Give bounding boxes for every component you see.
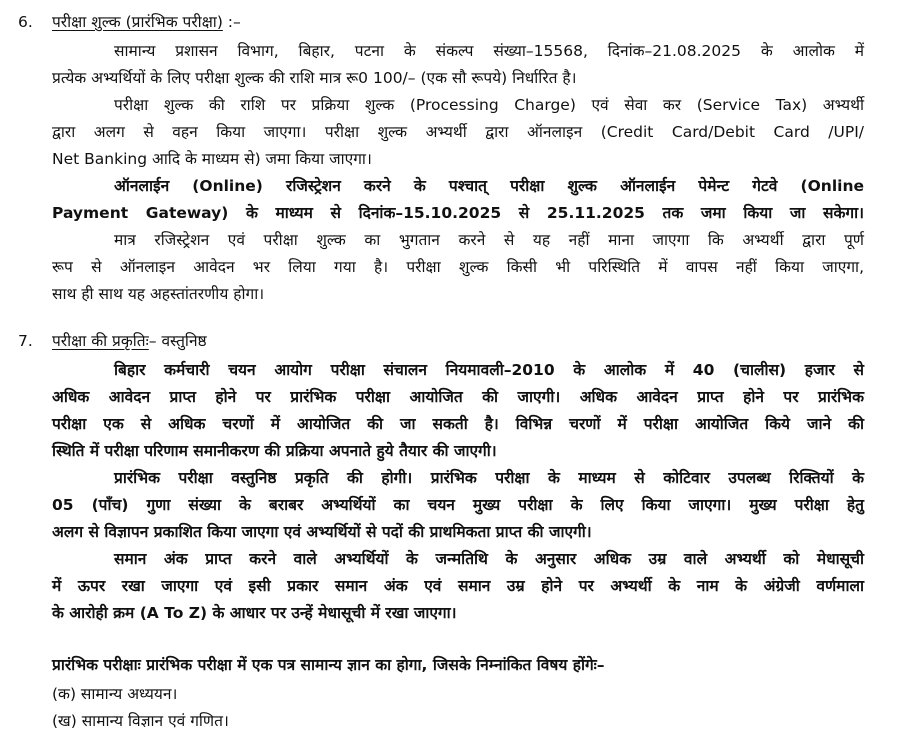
paragraph-line: प्रारंभिक परीक्षा वस्तुनिष्ठ प्रकृति की होगी। प्रारंभिक परीक्षा के माध्यम से कोटिवार उपलब्ध रिक्तियों के	[114, 469, 864, 487]
paragraph-line: Net Banking आदि के माध्यम से) जमा किया जाएगा।	[52, 150, 372, 168]
section-7-heading	[52, 330, 207, 352]
section-7-title-suffix: – वस्तुनिष्ठ	[148, 332, 207, 350]
paragraph-line: द्वारा अलग से वहन किया जाएगा। परीक्षा शुल्क अभ्यर्थी द्वारा ऑनलाइन (Credit Card/Debit Card /UPI/	[52, 123, 864, 141]
section-7-title: परीक्षा की प्रकृतिः	[52, 332, 149, 350]
section-6-number: 6.	[18, 13, 33, 31]
paragraph-line-bold: Payment Gateway) के माध्यम से दिनांक–15.10.2025 से 25.11.2025 तक जमा किया जा सकेगा।	[52, 204, 864, 222]
paragraph-line: परीक्षा शुल्क की राशि पर प्रक्रिया शुल्क (Processing Charge) एवं सेवा कर (Service Tax) अभ्यर्थी	[114, 96, 864, 114]
section-6-title-suffix: :–	[222, 13, 241, 31]
paragraph-line: साथ ही साथ यह अहस्तांतरणीय होगा।	[52, 285, 265, 303]
paragraph-line: बिहार कर्मचारी चयन आयोग परीक्षा संचालन नियमावली–2010 के आलोक में 40 (चालीस) हजार से	[114, 361, 864, 379]
paragraph-line: 05 (पाँच) गुणा संख्या के बराबर अभ्यर्थियों का चयन मुख्य परीक्षा के लिए किया जाएगा। मुख्य परीक्षा हेतु	[52, 496, 864, 514]
paragraph-line: मात्र रजिस्ट्रेशन एवं परीक्षा शुल्क का भुगतान करने से यह नहीं माना जाएगा कि अभ्यर्थी द्वारा पूर्ण	[114, 231, 864, 249]
paragraph-line: परीक्षा एक से अधिक चरणों में आयोजित की जा सकती है। विभिन्न चरणों में परीक्षा आयोजित किये जाने की	[52, 415, 864, 433]
paragraph-line: अलग से विज्ञापन प्रकाशित किया जाएगा एवं अभ्यर्थियों से पदों की प्राथमिकता प्राप्त की जाएगी।	[52, 523, 592, 541]
paragraph-line: में ऊपर रखा जाएगा एवं इसी प्रकार समान अंक एवं समान उम्र होने पर अभ्यर्थी के नाम के अंग्रेजी वर्णमाला	[52, 577, 864, 595]
paragraph-line: सामान्य प्रशासन विभाग, बिहार, पटना के संकल्प संख्या–15568, दिनांक–21.08.2025 के आलोक में	[114, 42, 864, 60]
section-6-heading	[52, 11, 241, 33]
paragraph-line: स्थिति में परीक्षा परिणाम समानीकरण की प्रक्रिया अपनाते हुये तैयार की जाएगी।	[52, 442, 497, 460]
subject-item: (ख) सामान्य विज्ञान एवं गणित।	[52, 712, 229, 730]
subject-item: (क) सामान्य अध्ययन।	[52, 685, 178, 703]
paragraph-line: प्रत्येक अभ्यर्थियों के लिए परीक्षा शुल्क की राशि मात्र रू0 100/– (एक सौ रूपये) निर्धारित है।	[52, 69, 577, 87]
paragraph-line: रूप से ऑनलाइन आवेदन भर लिया गया है। परीक्षा शुल्क किसी भी परिस्थिति में वापस नहीं किया जाएगा,	[52, 258, 864, 276]
paragraph-line-bold: ऑनलाईन (Online) रजिस्ट्रेशन करने के पश्चात् परीक्षा शुल्क ऑनलाईन पेमेन्ट गेटवे (Online	[114, 177, 864, 195]
paragraph-line: के आरोही क्रम (A To Z) के आधार पर उन्हें मेधासूची में रखा जाएगा।	[52, 604, 457, 622]
paragraph-line: समान अंक प्राप्त करने वाले अभ्यर्थियों के जन्मतिथि के अनुसार अधिक उम्र वाले अभ्यर्थी को मेधासूची	[114, 550, 864, 568]
section-7-number: 7.	[18, 332, 33, 350]
paragraph-line: अधिक आवेदन प्राप्त होने पर प्रारंभिक परीक्षा आयोजित की जाएगी। अधिक आवेदन प्राप्त होने पर प्रारंभिक	[52, 388, 864, 406]
prelims-intro: प्रारंभिक परीक्षाः प्रारंभिक परीक्षा में एक पत्र सामान्य ज्ञान का होगा, जिसके निम्नांकित विषय होंगेः–	[52, 656, 605, 674]
section-6-title: परीक्षा शुल्क (प्रारंभिक परीक्षा)	[52, 13, 223, 31]
